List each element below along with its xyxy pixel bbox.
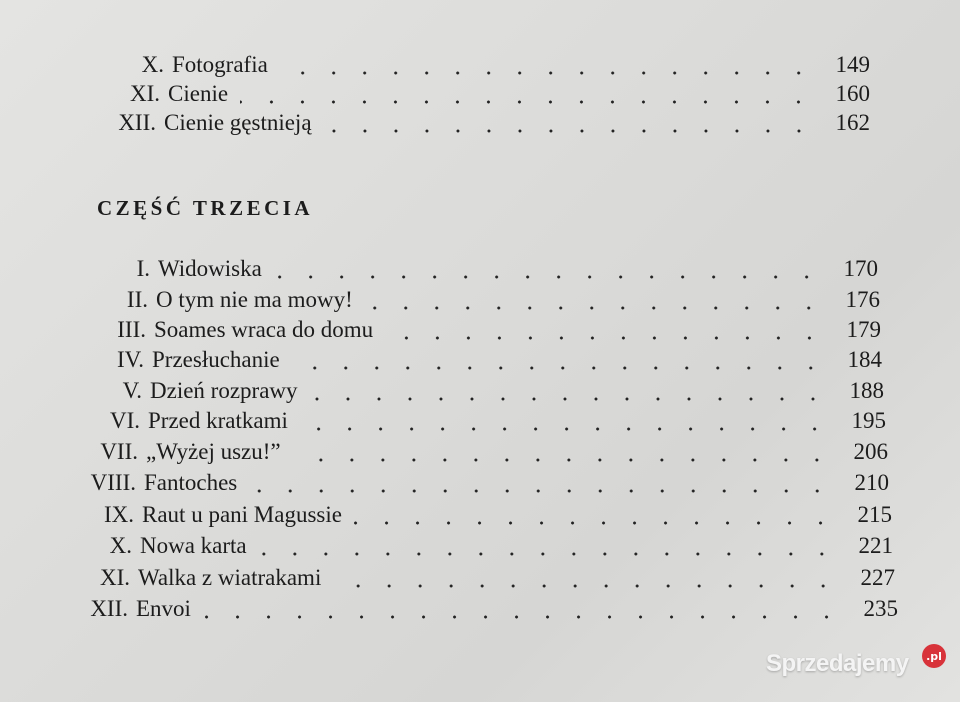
toc-entry bbox=[50, 565, 895, 595]
toc-entry bbox=[58, 439, 888, 469]
dot-leader bbox=[300, 427, 830, 431]
dot-leader bbox=[293, 458, 832, 462]
chapter-title: Przed kratkami bbox=[148, 408, 288, 433]
chapter-title: O tym nie ma mowy! bbox=[156, 287, 353, 312]
page-number: 170 bbox=[843, 256, 878, 281]
chapter-title: Cienie bbox=[168, 81, 229, 106]
toc-entry bbox=[80, 81, 870, 111]
toc-entry bbox=[70, 256, 878, 286]
dot-leader bbox=[240, 100, 814, 104]
chapter-number: XII. bbox=[118, 110, 156, 135]
dot-leader bbox=[310, 397, 828, 401]
chapter-title: Soames wraca do domu bbox=[154, 317, 374, 342]
toc-entry bbox=[66, 317, 881, 347]
chapter-number: V. bbox=[122, 378, 142, 403]
toc-entry bbox=[84, 52, 870, 82]
chapter-number: VIII. bbox=[90, 470, 136, 495]
page-number: 184 bbox=[847, 347, 882, 372]
page-number: 227 bbox=[860, 565, 895, 590]
chapter-title: „Wyżej uszu!” bbox=[146, 439, 281, 464]
page-number: 149 bbox=[835, 52, 870, 77]
chapter-number: IX. bbox=[103, 502, 134, 527]
page-number: 188 bbox=[849, 378, 884, 403]
toc-entry bbox=[64, 347, 882, 377]
dot-leader bbox=[292, 366, 826, 370]
chapter-number: II. bbox=[126, 287, 148, 312]
page-number: 176 bbox=[845, 287, 880, 312]
toc-entry bbox=[54, 502, 892, 532]
toc-entry bbox=[68, 287, 880, 317]
toc-entry bbox=[76, 110, 870, 140]
chapter-title: Envoi bbox=[136, 596, 191, 621]
chapter-number: III. bbox=[117, 317, 146, 342]
page-number: 160 bbox=[835, 81, 870, 106]
dot-leader bbox=[354, 521, 836, 525]
chapter-number: VI. bbox=[109, 408, 140, 433]
chapter-title: Dzień rozprawy bbox=[150, 378, 298, 403]
page-number: 195 bbox=[851, 408, 886, 433]
chapter-number: XI. bbox=[129, 81, 160, 106]
part-three-heading: CZĘŚĆ TRZECIA bbox=[97, 196, 314, 220]
page-number: 221 bbox=[858, 533, 893, 558]
dot-leader bbox=[249, 489, 833, 493]
toc-entry bbox=[52, 533, 893, 563]
chapter-title: Walka z wiatrakami bbox=[138, 565, 322, 590]
chapter-number: I. bbox=[136, 256, 150, 281]
page-number: 206 bbox=[853, 439, 888, 464]
dot-leader bbox=[365, 306, 824, 310]
dot-leader bbox=[274, 275, 822, 279]
chapter-title: Cienie gęstnieją bbox=[164, 110, 312, 135]
chapter-number: VII. bbox=[100, 439, 138, 464]
chapter-title: Fotografia bbox=[172, 52, 268, 77]
dot-leader bbox=[324, 129, 814, 133]
chapter-title: Widowiska bbox=[158, 256, 262, 281]
chapter-title: Fantoches bbox=[144, 470, 238, 495]
chapter-title: Przesłuchanie bbox=[152, 347, 280, 372]
chapter-title: Nowa karta bbox=[140, 533, 247, 558]
toc-entry bbox=[60, 408, 886, 438]
chapter-number: IV. bbox=[116, 347, 144, 372]
page-number: 215 bbox=[857, 502, 892, 527]
dot-leader bbox=[259, 552, 837, 556]
chapter-number: X. bbox=[109, 533, 132, 558]
chapter-number: X. bbox=[141, 52, 164, 77]
toc-entry bbox=[62, 378, 884, 408]
page-number: 210 bbox=[854, 470, 889, 495]
dot-leader bbox=[385, 336, 825, 340]
toc-entry bbox=[48, 596, 898, 626]
dot-leader bbox=[203, 615, 842, 619]
watermark-badge: .pl bbox=[922, 644, 946, 668]
page-number: 179 bbox=[846, 317, 881, 342]
watermark-logo: Sprzedajemy bbox=[766, 650, 909, 677]
dot-leader bbox=[333, 584, 839, 588]
toc-entry bbox=[56, 470, 889, 500]
page-number: 162 bbox=[835, 110, 870, 135]
chapter-title: Raut u pani Magussie bbox=[142, 502, 342, 527]
dot-leader bbox=[280, 71, 814, 75]
page-number: 235 bbox=[863, 596, 898, 621]
chapter-number: XII. bbox=[90, 596, 128, 621]
chapter-number: XI. bbox=[99, 565, 130, 590]
